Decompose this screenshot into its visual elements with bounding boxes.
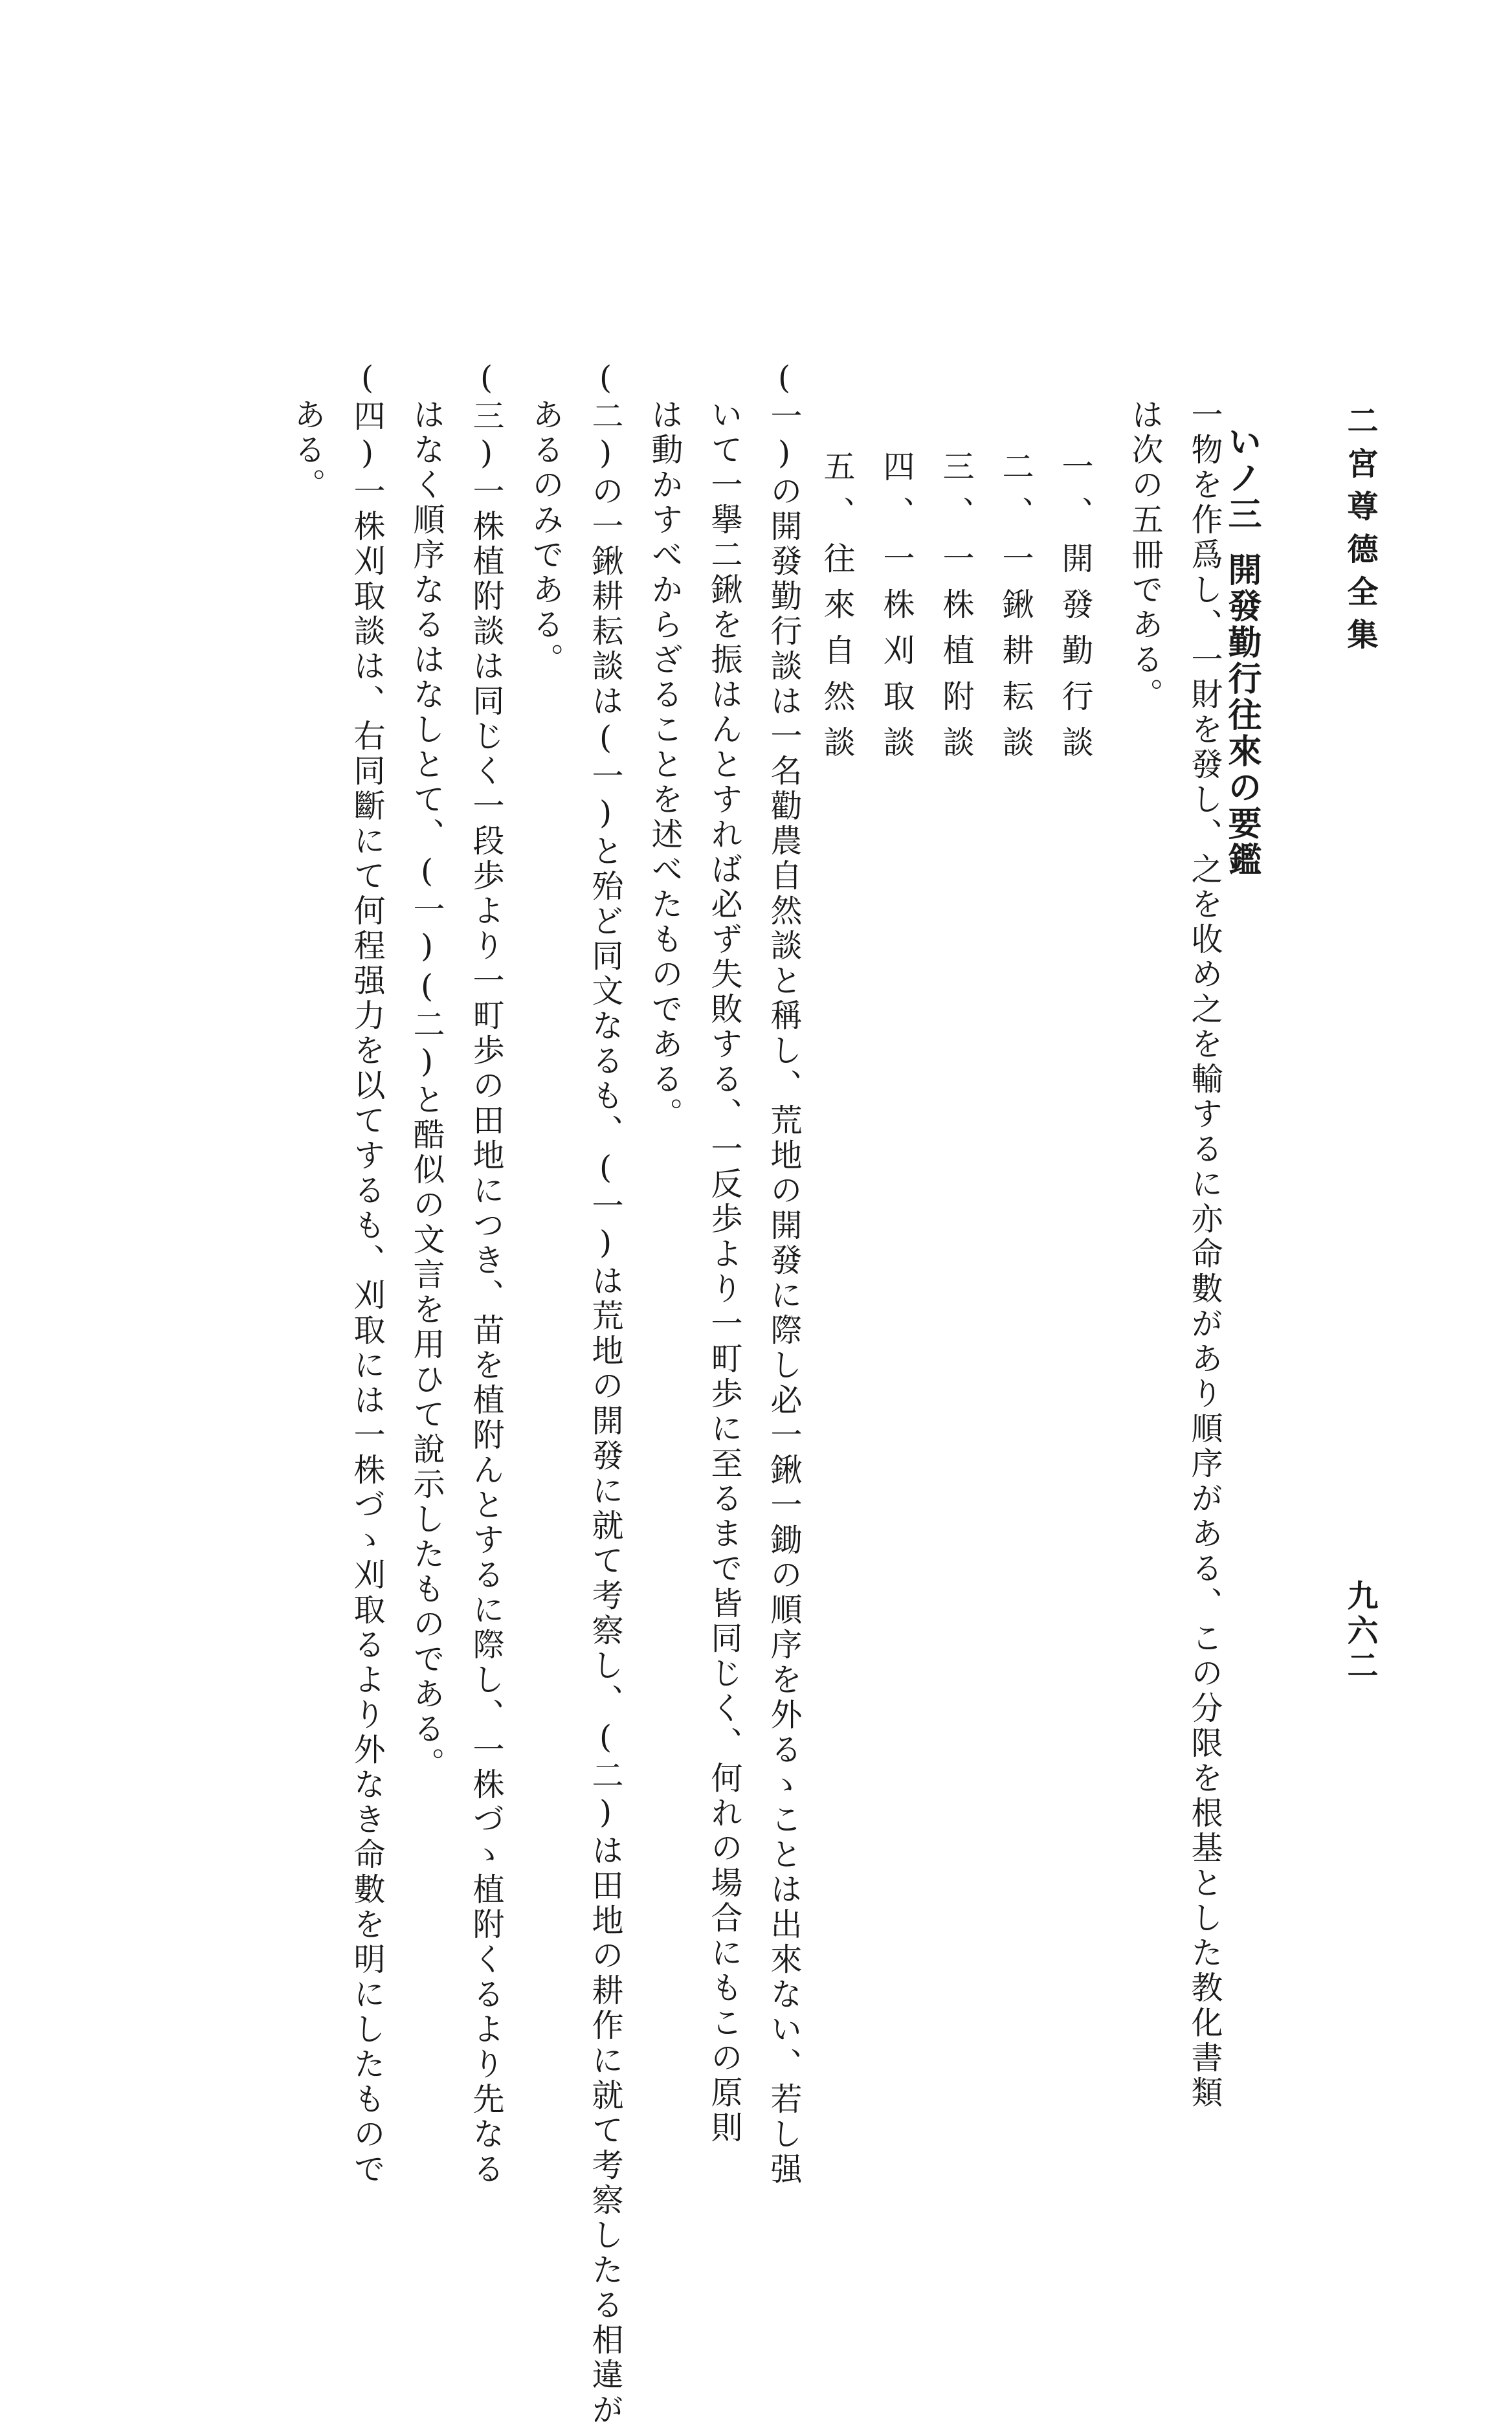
list-item: 四、一株刈取談 xyxy=(878,450,915,772)
section-heading xyxy=(1217,424,1266,878)
section-number: いノ三 xyxy=(1222,424,1262,533)
list-item: 五、往來自然談 xyxy=(819,450,856,772)
intro-line-2: は次の五冊である。 xyxy=(1127,398,1164,713)
section-title: 開發勤行往來の要鑑 xyxy=(1222,552,1262,878)
paragraph-4-line-1: (四)一株刈取談は、右同斷にて何程强力を以てするも、刈取には一株づゝ刈取るより外なき命數を明にしたもので xyxy=(349,359,386,2187)
running-header-title: 二宮尊德全集 xyxy=(1342,405,1378,661)
paragraph-1-line-3: は動かすべからざることを述べたものである。 xyxy=(647,398,684,1132)
page-number: 九六二 xyxy=(1342,1579,1378,1684)
paragraph-1-line-1: (一)の開發勤行談は一名勸農自然談と稱し、荒地の開發に際し必一鍬一鋤の順序を外るゝことは出來ない、若し强 xyxy=(766,359,803,2187)
list-item: 二、一鍬耕耘談 xyxy=(997,450,1034,772)
paragraph-1-line-2: いて一擧二鍬を振はんとすれば必ず失敗する、一反歩より一町歩に至るまで皆同じく、何れの場合にもこの原則 xyxy=(706,398,743,2146)
paragraph-2-line-1: (二)の一鍬耕耘談は(一)と殆ど同文なるも、(一)は荒地の開發に就て考察し、(二)は田地の耕作に就て考察したる相違が xyxy=(587,359,624,2428)
paragraph-3-line-2: はなく順序なるはなしとて、(一)(二)と酷似の文言を用ひて說示したものである。 xyxy=(408,398,445,1782)
paragraph-2-line-2: あるのみである。 xyxy=(528,398,564,678)
list-item: 三、一株植附談 xyxy=(938,450,975,772)
intro-line-1: 一物を作爲し、一財を發し、之を收め之を輸するに亦命數があり順序がある、この分限を根基とした教化書類 xyxy=(1186,398,1223,2111)
list-item: 一、開發勤行談 xyxy=(1057,450,1094,772)
paragraph-4-line-2: ある。 xyxy=(289,398,326,503)
paragraph-3-line-1: (三)一株植附談は同じく一段歩より一町歩の田地につき、苗を植附んとするに際し、一株づゝ植附くるより先なる xyxy=(468,359,505,2187)
